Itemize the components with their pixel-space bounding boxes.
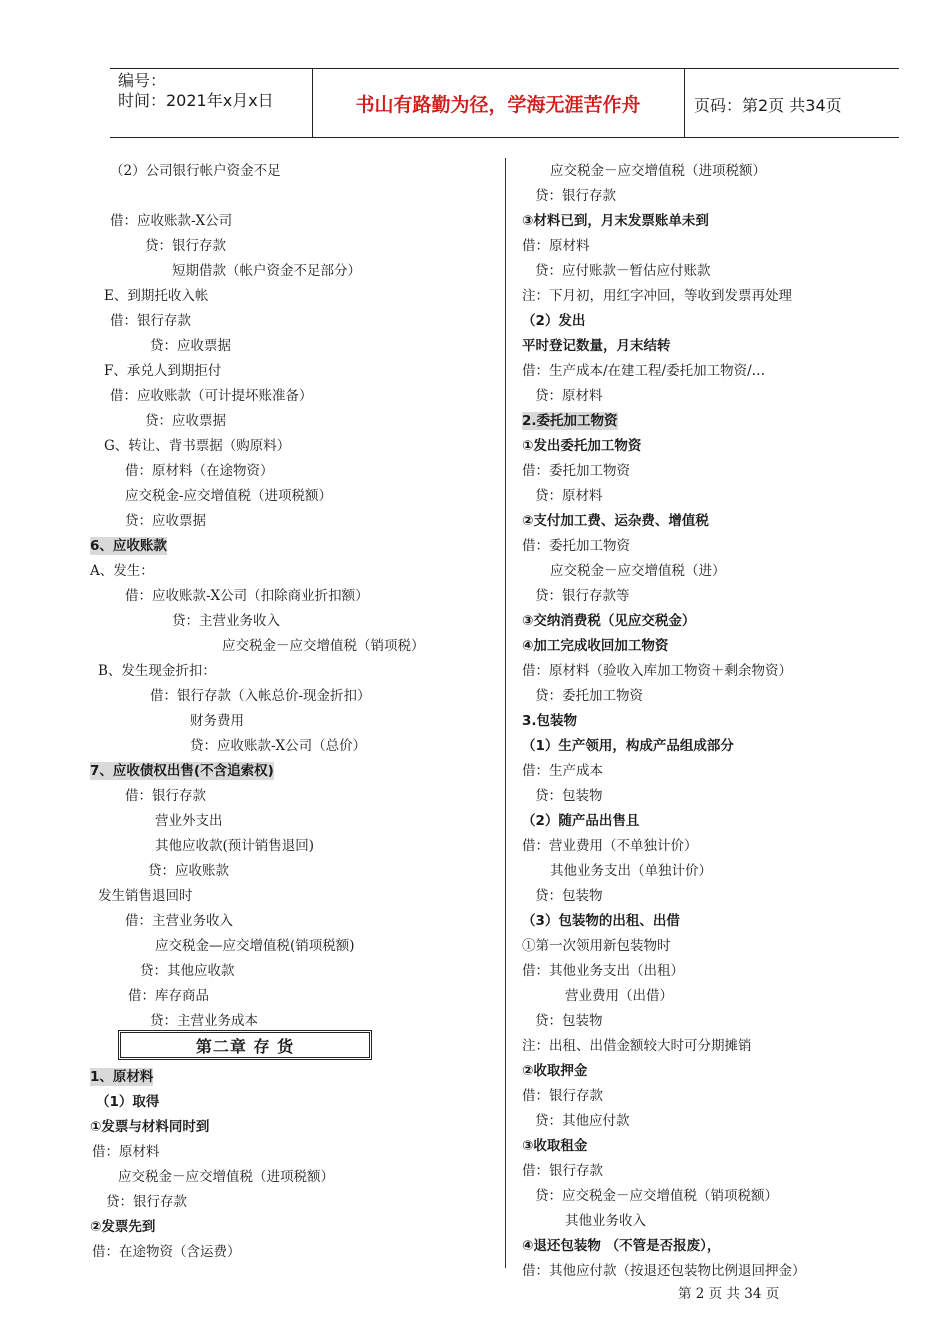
header-divider xyxy=(684,69,685,137)
right-column-line: 注：下月初，用红字冲回，等收到发票再处理 xyxy=(522,288,792,304)
page-footer: 第 2 页 共 34 页 xyxy=(678,1286,780,1302)
right-column-line: 借：银行存款 xyxy=(522,1088,603,1104)
right-column-line: 贷：银行存款等 xyxy=(535,588,630,604)
left-column-line: （2）公司银行帐户资金不足 xyxy=(110,163,281,179)
left-column-line: 借：应收账款-X公司 xyxy=(110,213,233,229)
right-column-line: ③材料已到，月末发票账单未到 xyxy=(522,213,709,229)
left-column-line: 应交税金-应交增值税（进项税额） xyxy=(125,488,333,504)
column-divider xyxy=(505,158,506,1268)
right-column-line: 应交税金－应交增值税（进） xyxy=(550,563,726,579)
header-motto: 书山有路勤为径，学海无涯苦作舟 xyxy=(355,93,641,116)
left-column-line: 贷：主营业务成本 xyxy=(150,1013,258,1029)
right-column-line: ④退还包装物 （不管是否报废）， xyxy=(522,1238,721,1254)
header-page-number: 页码：第2页 共34页 xyxy=(694,96,842,115)
right-column-line: 应交税金－应交增值税（进项税额） xyxy=(550,163,766,179)
left-column-line: 借：银行存款 xyxy=(125,788,206,804)
left-column-line: 借：应收账款（可计提坏账准备） xyxy=(110,388,313,404)
left-column-line: 借：原材料 xyxy=(92,1144,160,1160)
left-column-line: 贷：主营业务收入 xyxy=(172,613,280,629)
left-column-line: 借：在途物资（含运费） xyxy=(92,1244,241,1260)
left-column-line: 应交税金－应交增值税（销项税） xyxy=(222,638,425,654)
left-column-line: B、发生现金折扣： xyxy=(98,663,216,679)
right-column-line: 借：其他应付款（按退还包装物比例退回押金） xyxy=(522,1263,806,1279)
right-column-line: （1）生产领用，构成产品组成部分 xyxy=(522,738,734,754)
left-column-line: 贷：应收票据 xyxy=(125,513,206,529)
left-column-line: 贷：应收账款-X公司（总价） xyxy=(190,738,367,754)
right-column-line: 贷：包装物 xyxy=(535,1013,603,1029)
page-header xyxy=(110,68,899,138)
left-column-line: F、承兑人到期拒付 xyxy=(104,363,222,379)
left-column-line: 贷：应收票据 xyxy=(145,413,226,429)
right-column-line: 贷：委托加工物资 xyxy=(535,688,643,704)
left-column-line: 贷：银行存款 xyxy=(106,1194,187,1210)
document-date: 时间：2021年x月x日 xyxy=(118,91,274,110)
left-column-line: 借：应收账款-X公司（扣除商业折扣额） xyxy=(125,588,369,604)
left-column-line: 其他应收款(预计销售退回) xyxy=(155,838,315,854)
left-column-line: 营业外支出 xyxy=(155,813,223,829)
left-column-line: 财务费用 xyxy=(190,713,244,729)
header-meta xyxy=(118,71,274,111)
left-column-line: 应交税金—应交增值税(销项税额) xyxy=(155,938,355,954)
right-column-line: 平时登记数量，月末结转 xyxy=(522,338,671,354)
left-column-line: G、转让、背书票据（购原料） xyxy=(104,438,291,454)
right-column-line: ①发出委托加工物资 xyxy=(522,438,642,454)
right-column-line: 贷：原材料 xyxy=(535,488,603,504)
right-column-line: 2.委托加工物资 xyxy=(522,413,618,429)
left-column-line: 借：银行存款 xyxy=(110,313,191,329)
right-column-line: ③交纳消费税（见应交税金） xyxy=(522,613,696,629)
left-column-line: 贷：其他应收款 xyxy=(140,963,235,979)
left-column-line: 发生销售退回时 xyxy=(98,888,193,904)
left-column-line: 借：主营业务收入 xyxy=(125,913,233,929)
left-column-line: 短期借款（帐户资金不足部分） xyxy=(172,263,361,279)
left-column-line: （1）取得 xyxy=(96,1094,160,1110)
right-column-line: 贷：应交税金－应交增值税（销项税额） xyxy=(535,1188,778,1204)
left-column-line: 贷：应收票据 xyxy=(150,338,231,354)
left-column-line: 借：银行存款（入帐总价-现金折扣） xyxy=(150,688,371,704)
left-column-line: E、到期托收入帐 xyxy=(104,288,209,304)
document-number-label: 编号： xyxy=(118,71,167,90)
right-column-line: 其他业务收入 xyxy=(565,1213,646,1229)
right-column-line: 贷：原材料 xyxy=(535,388,603,404)
right-column-line: ④加工完成收回加工物资 xyxy=(522,638,669,654)
right-column-line: 贷：包装物 xyxy=(535,888,603,904)
left-column-line: ①发票与材料同时到 xyxy=(90,1119,210,1135)
right-column-line: ②收取押金 xyxy=(522,1063,588,1079)
right-column-line: 贷：应付账款－暂估应付账款 xyxy=(535,263,711,279)
right-column-line: 贷：包装物 xyxy=(535,788,603,804)
right-column-line: 3.包装物 xyxy=(522,713,578,729)
right-column-line: 借：原材料（验收入库加工物资＋剩余物资） xyxy=(522,663,792,679)
left-column-line: 贷：应收账款 xyxy=(148,863,229,879)
right-column-line: 其他业务支出（单独计价） xyxy=(550,863,712,879)
right-column-line: 贷：其他应付款 xyxy=(535,1113,630,1129)
left-column-line: 7、应收债权出售(不含追索权) xyxy=(90,763,274,779)
chapter-title: 第二章 存 货 xyxy=(118,1030,372,1060)
right-column-line: 借：银行存款 xyxy=(522,1163,603,1179)
right-column-line: 贷：银行存款 xyxy=(535,188,616,204)
right-column-line: 借：其他业务支出（出租） xyxy=(522,963,684,979)
right-column-line: （2）随产品出售且 xyxy=(522,813,640,829)
right-column-line: 借：营业费用（不单独计价） xyxy=(522,838,698,854)
right-column-line: （3）包装物的出租、出借 xyxy=(522,913,680,929)
right-column-line: 借：生产成本/在建工程/委托加工物资/… xyxy=(522,363,766,379)
right-column-line: ①第一次领用新包装物时 xyxy=(522,938,671,954)
right-column-line: 借：委托加工物资 xyxy=(522,538,630,554)
right-column-line: 注：出租、出借金额较大时可分期摊销 xyxy=(522,1038,752,1054)
right-column-line: 借：原材料 xyxy=(522,238,590,254)
left-column-line: 6、应收账款 xyxy=(90,538,167,554)
left-column-line: 1、原材料 xyxy=(90,1069,154,1085)
left-column-line: 贷：银行存款 xyxy=(145,238,226,254)
right-column-line: 借：委托加工物资 xyxy=(522,463,630,479)
right-column-line: 借：生产成本 xyxy=(522,763,603,779)
right-column-line: ③收取租金 xyxy=(522,1138,588,1154)
left-column-line: 借：原材料（在途物资） xyxy=(125,463,274,479)
right-column-line: ②支付加工费、运杂费、增值税 xyxy=(522,513,709,529)
left-column-line: 借：库存商品 xyxy=(128,988,209,1004)
left-column-line: 应交税金－应交增值税（进项税额） xyxy=(118,1169,334,1185)
right-column-line: （2）发出 xyxy=(522,313,586,329)
left-column-line: A、发生： xyxy=(90,563,154,579)
right-column-line: 营业费用（出借） xyxy=(565,988,673,1004)
left-column-line: ②发票先到 xyxy=(90,1219,156,1235)
